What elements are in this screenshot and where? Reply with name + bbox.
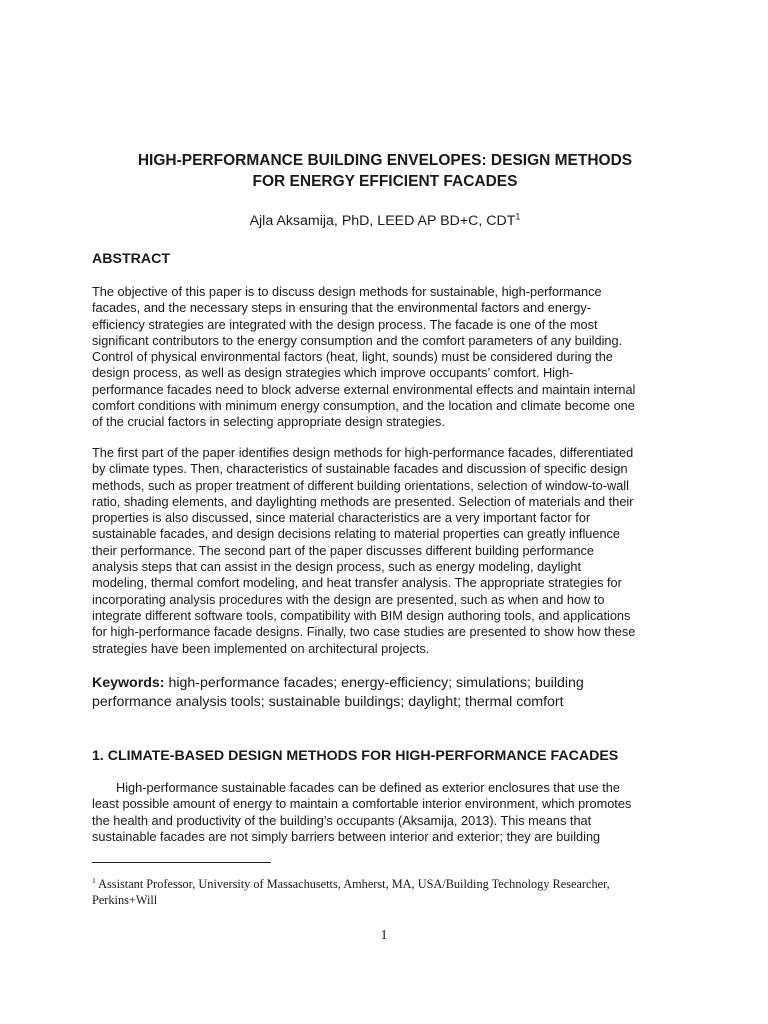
text-line: of the crucial factors in selecting appropriate design strategies. (92, 414, 445, 430)
text-line: analysis steps that can assist in the design process, such as energy modeling, daylight (92, 559, 582, 575)
keywords-text: high-performance facades; energy-efficiency; simulations; building (164, 675, 584, 691)
text-line: sustainable facades, and design decisions relating to material properties can greatly influence (92, 526, 621, 542)
keywords-line (92, 674, 692, 693)
text-line: performance facades need to block adverse external environmental effects and maintain internal (92, 381, 636, 397)
keywords-line: performance analysis tools; sustainable buildings; daylight; thermal comfort (92, 693, 564, 710)
text-line: their performance. The second part of the paper discusses different building performance (92, 542, 595, 558)
footnote-line (92, 876, 692, 892)
abstract-paragraph-2 (92, 445, 692, 657)
text-line: Control of physical environmental factors (heat, light, sounds) must be considered during the (92, 349, 613, 365)
text-line: integrate different software tools, compatibility with BIM design authoring tools, and applications (92, 607, 631, 623)
text-line: ratio, shading elements, and daylighting methods are presented. Selection of materials and their (92, 493, 634, 509)
footnote-line: Perkins+Will (92, 893, 158, 907)
page-number: 1 (380, 928, 388, 943)
text-line: incorporating analysis procedures with the design are presented, such as when and how to (92, 591, 605, 607)
text-line: design process, as well as design strategies which improve occupants’ comfort. High- (92, 365, 574, 381)
text-line: High-performance sustainable facades can be defined as exterior enclosures that use the (116, 780, 620, 795)
text-line: strategies have been implemented on architectural projects. (92, 640, 430, 656)
footnote-marker: 1 (92, 875, 96, 885)
text-line: comfort conditions with minimum energy consumption, and the location and climate become one (92, 398, 635, 414)
text-line: least possible amount of energy to maintain a comfortable interior environment, which promotes (92, 796, 632, 812)
text-line: The objective of this paper is to discuss design methods for sustainable, high-performance (92, 284, 602, 299)
title-line: FOR ENERGY EFFICIENT FACADES (252, 173, 518, 190)
text-line: for high-performance facade designs. Finally, two case studies are presented to show how these (92, 624, 636, 640)
text-line: methods, such as proper treatment of different building orientations, selection of window-to-wall (92, 477, 629, 493)
paper-title (90, 150, 680, 192)
author-footnote-marker: 1 (515, 211, 521, 222)
text-line: significant contributors to the energy consumption and the comfort parameters of any building. (92, 332, 623, 348)
text-line: efficiency strategies are integrated with the design process. The facade is one of the most (92, 316, 598, 332)
author-name: Ajla Aksamija, PhD, LEED AP BD+C, CDT (249, 213, 516, 229)
text-line: the health and productivity of the building’s occupants (Aksamija, 2013). This means that (92, 812, 592, 828)
text-line: properties is also discussed, since material characteristics are a very important factor for (92, 510, 591, 526)
section-1-paragraph (92, 780, 692, 845)
footnote-text: Assistant Professor, University of Massachusetts, Amherst, MA, USA/Building Technology Researcher, (95, 877, 610, 891)
abstract-paragraph-1 (92, 284, 692, 431)
text-line: by climate types. Then, characteristics of sustainable facades and discussion of specific design (92, 461, 628, 477)
footnote (92, 876, 692, 908)
footnote-divider (92, 862, 271, 863)
abstract-heading: ABSTRACT (92, 251, 171, 267)
text-line: sustainable facades are not simply barriers between interior and exterior; they are building (92, 828, 601, 844)
section-1-heading: 1. CLIMATE-BASED DESIGN METHODS FOR HIGH-PERFORMANCE FACADES (92, 748, 619, 764)
author-line (90, 212, 680, 230)
text-line: The first part of the paper identifies design methods for high-performance facades, differentiated (92, 445, 634, 460)
keywords (92, 674, 692, 711)
text-line: modeling, thermal comfort modeling, and heat transfer analysis. The appropriate strategies for (92, 575, 622, 591)
text-line: facades, and the necessary steps in ensuring that the environmental factors and energy- (92, 300, 591, 316)
keywords-label: Keywords: (92, 675, 165, 691)
title-line: HIGH-PERFORMANCE BUILDING ENVELOPES: DESIGN METHODS (137, 152, 633, 169)
